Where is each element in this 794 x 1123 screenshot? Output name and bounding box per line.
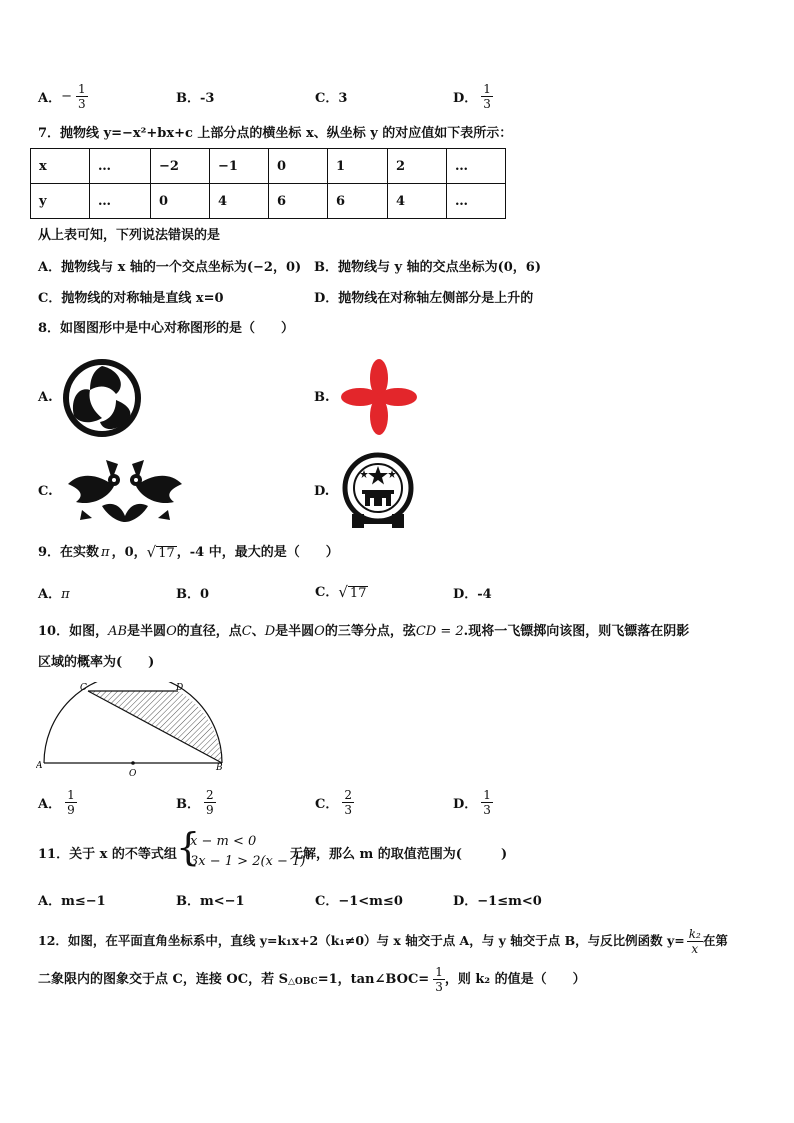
table-cell: 0 <box>151 184 210 219</box>
label-c: C <box>80 683 87 693</box>
q7-question: 从上表可知，下列说法错误的是 <box>38 228 221 243</box>
q11-option-d[interactable]: D．−1≤m<0 <box>453 894 542 909</box>
twin-birds-papercut-figure[interactable] <box>62 450 188 526</box>
stem-text: ，-4 中，最大的是（ ） <box>176 545 339 560</box>
fraction <box>687 927 703 956</box>
q10-option-a[interactable] <box>38 782 77 822</box>
numerator: k₂ <box>688 926 701 941</box>
radicand: 17 <box>158 546 175 561</box>
denominator: 3 <box>483 96 491 111</box>
math-var: C <box>241 624 252 639</box>
table-row <box>31 149 506 184</box>
q9-option-d[interactable]: D．-4 <box>453 587 492 602</box>
stem-text: 在第 <box>702 932 728 948</box>
q6-options <box>38 76 758 116</box>
table-cell: −2 <box>151 149 210 184</box>
option-label: D． <box>453 796 478 812</box>
denominator: 3 <box>344 802 352 817</box>
fraction <box>204 788 216 817</box>
q10-options <box>38 782 758 822</box>
q9-stem <box>38 545 339 560</box>
q10-stem-line2: 区域的概率为( ) <box>38 655 155 670</box>
four-petal-flower-figure[interactable] <box>338 356 420 438</box>
table-cell: 0 <box>269 149 328 184</box>
denominator: 3 <box>483 802 491 817</box>
sqrt-expression: √ 17 <box>146 543 175 561</box>
table-cell: 4 <box>388 184 447 219</box>
sqrt-expression: √ 17 <box>338 583 367 601</box>
stem-text: =1，tan∠BOC= <box>317 971 430 987</box>
table-row <box>31 184 506 219</box>
national-emblem-figure[interactable] <box>338 448 418 532</box>
table-cell: … <box>447 184 506 219</box>
denominator: x <box>691 941 699 956</box>
q8-label-d[interactable]: D. <box>314 484 330 499</box>
minus-sign: − <box>61 88 72 104</box>
numerator: 1 <box>435 964 443 979</box>
subscript: △OBC <box>287 977 318 987</box>
option-label: C． <box>315 796 339 812</box>
q11-stem-prefix: 11．关于 x 的不等式组 <box>38 847 177 862</box>
table-cell: … <box>447 149 506 184</box>
inequality-system <box>190 832 305 872</box>
triskelion-emblem-figure[interactable] <box>60 356 144 438</box>
inequality-1: x − m < 0 <box>190 834 257 849</box>
semicircle-diagram <box>36 682 226 778</box>
stem-text: .现将一飞镖掷向该图，则飞镖落在阴影 <box>463 624 690 639</box>
q7-option-a[interactable]: A．抛物线与 x 轴的一个交点坐标为(−2，0) <box>38 260 302 275</box>
stem-text: 10．如图， <box>38 624 109 639</box>
numerator: 2 <box>344 787 352 802</box>
q10-stem-line1 <box>38 625 689 638</box>
q10-option-b[interactable] <box>176 782 216 822</box>
math-var: AB <box>108 624 128 639</box>
denominator: 9 <box>206 802 214 817</box>
stem-text: 的三等分点，弦 <box>324 624 416 639</box>
table-cell: … <box>90 149 151 184</box>
q8-stem: 8．如图图形中是中心对称图形的是（ ） <box>38 321 295 336</box>
fraction <box>342 788 354 817</box>
q10-option-c[interactable] <box>315 782 354 822</box>
q11-option-c[interactable]: C．−1<m≤0 <box>315 894 403 909</box>
table-cell: 1 <box>328 149 388 184</box>
q12-stem-line2 <box>38 965 586 993</box>
label-o: O <box>129 769 137 778</box>
q9-option-a[interactable] <box>38 588 70 601</box>
table-cell: 6 <box>328 184 388 219</box>
label-b: B <box>216 763 223 773</box>
q10-option-d[interactable] <box>453 782 493 822</box>
q8-label-c[interactable]: C. <box>38 484 53 499</box>
q6-option-d[interactable] <box>453 76 493 116</box>
q6-option-b[interactable] <box>176 76 214 116</box>
center-point-o <box>131 761 135 765</box>
numerator: 1 <box>78 81 86 96</box>
q7-option-d[interactable]: D．抛物线在对称轴左侧部分是上升的 <box>314 291 534 306</box>
pi-symbol: π <box>101 545 110 560</box>
fraction <box>481 788 493 817</box>
stem-text: 、 <box>251 624 265 639</box>
radicand: 17 <box>349 586 367 601</box>
table-cell: 6 <box>269 184 328 219</box>
option-label: C． <box>315 585 339 600</box>
table-cell: 2 <box>388 149 447 184</box>
q12-stem-line1 <box>38 926 728 956</box>
q6-option-a[interactable] <box>38 76 88 116</box>
q8-label-b[interactable]: B. <box>314 390 330 405</box>
q11-option-a[interactable]: A．m≤−1 <box>38 894 106 909</box>
q7-option-b[interactable]: B．抛物线与 y 轴的交点坐标为(0，6) <box>314 260 541 275</box>
stem-text: 是半圆 <box>127 624 167 639</box>
numerator: 1 <box>67 787 75 802</box>
pi-symbol: π <box>61 587 70 602</box>
denominator: 3 <box>435 979 443 994</box>
q7-option-c[interactable]: C．抛物线的对称轴是直线 x=0 <box>38 291 224 306</box>
fraction <box>65 788 77 817</box>
fraction <box>481 82 493 111</box>
stem-text: 9．在实数 <box>38 545 100 560</box>
numerator: 1 <box>483 81 491 96</box>
q11-stem-suffix: 无解，那么 m 的取值范围为( ) <box>290 847 508 862</box>
denominator: 3 <box>78 96 86 111</box>
stem-text: 12．如图，在平面直角坐标系中，直线 y=k₁x+2（k₁≠0）与 x 轴交于点 A，与 y 轴交于点 B，与反比例函数 y= <box>38 932 685 948</box>
denominator: 9 <box>67 802 75 817</box>
stem-text: 是半圆 <box>275 624 315 639</box>
option-label: A． <box>38 796 62 812</box>
math-var: D <box>264 624 276 639</box>
system-brace: { <box>176 825 201 869</box>
table-cell: x <box>31 149 90 184</box>
stem-text: 二象限内的图象交于点 C，连接 OC，若 S <box>38 971 288 987</box>
option-label: B． <box>176 796 200 812</box>
q8-label-a[interactable]: A. <box>38 390 53 405</box>
table-cell: −1 <box>210 149 269 184</box>
inequality-2: 3x − 1 > 2(x − 1) <box>190 854 306 869</box>
numerator: 2 <box>206 787 214 802</box>
table-cell: y <box>31 184 90 219</box>
stem-text: 的直径，点 <box>176 624 242 639</box>
option-label: A． <box>38 587 62 602</box>
fraction <box>433 965 445 994</box>
q6-option-c[interactable] <box>315 76 347 116</box>
option-label: D． <box>453 90 478 106</box>
option-label: B．-3 <box>176 90 215 106</box>
math-var: O <box>166 624 177 639</box>
label-d: D <box>176 683 184 693</box>
stem-text: ，则 k₂ 的值是（ ） <box>444 971 586 987</box>
label-a: A <box>36 761 43 771</box>
option-label: A． <box>38 90 62 106</box>
table-cell: … <box>90 184 151 219</box>
fraction <box>76 82 88 111</box>
table-cell: 4 <box>210 184 269 219</box>
math-var: O <box>314 624 325 639</box>
option-label: C．3 <box>315 90 348 106</box>
q11-option-b[interactable]: B．m<−1 <box>176 894 245 909</box>
q7-stem: 7．抛物线 y=−x²+bx+c 上部分点的横坐标 x、纵坐标 y 的对应值如下表所示： <box>38 126 513 141</box>
q9-option-b[interactable]: B．0 <box>176 587 210 602</box>
stem-text: ，0， <box>111 545 147 560</box>
q9-option-c[interactable] <box>315 585 368 600</box>
q7-value-table <box>30 148 506 219</box>
math-expr: CD = 2 <box>415 624 464 639</box>
numerator: 1 <box>483 787 491 802</box>
